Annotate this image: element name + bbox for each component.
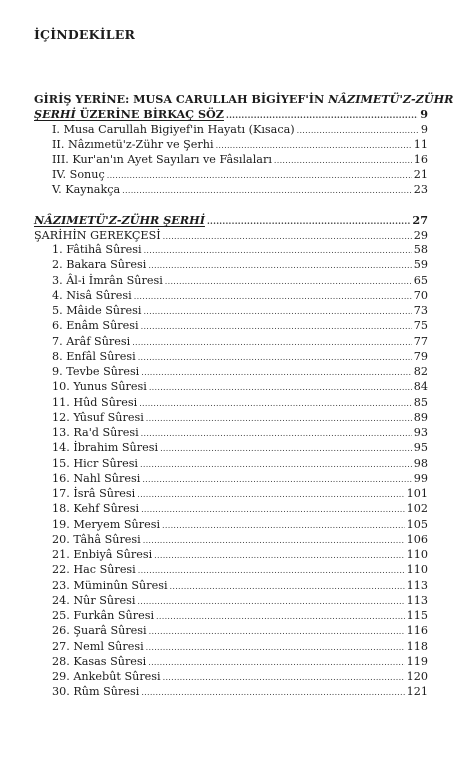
toc-entry[interactable] <box>52 137 428 152</box>
toc-page-number: 21 <box>413 168 428 182</box>
dot-leader <box>141 365 411 380</box>
toc-entry[interactable] <box>52 593 428 608</box>
dot-leader <box>132 335 412 350</box>
toc-entry-label: 28. Kasas Sûresi <box>52 654 147 668</box>
dot-leader <box>149 624 405 639</box>
toc-entry-label: 5. Mâide Sûresi <box>52 304 142 317</box>
toc-page-number: 11 <box>413 138 428 152</box>
dot-leader <box>141 319 412 334</box>
section2-title: NÂZIMETÜ'Z-ZÜHR ŞERHİ <box>34 213 205 227</box>
toc-entry[interactable] <box>52 379 428 394</box>
toc-page-number: 70 <box>413 288 428 302</box>
toc-entry[interactable] <box>52 562 428 577</box>
toc-page-number: 77 <box>413 334 428 348</box>
toc-entry[interactable] <box>52 532 428 547</box>
toc-entry[interactable] <box>52 547 428 562</box>
toc-entry[interactable] <box>52 654 428 669</box>
toc-page-number: 95 <box>413 441 428 455</box>
toc-page-number: 101 <box>406 487 428 500</box>
toc-page-number: 121 <box>406 685 428 699</box>
toc-entry-label: 19. Meryem Sûresi <box>52 517 161 531</box>
toc-entry-label: 4. Nisâ Sûresi <box>52 288 132 302</box>
toc-page-number: 110 <box>406 548 428 561</box>
toc-page-number: 113 <box>406 578 428 592</box>
dot-leader <box>139 396 412 411</box>
dot-leader <box>141 502 405 517</box>
toc-entry[interactable] <box>52 349 428 364</box>
toc-entry[interactable] <box>52 395 428 410</box>
dot-leader <box>137 487 404 502</box>
toc-entry-label: 17. İsrâ Sûresi <box>52 487 136 500</box>
toc-page-number: 113 <box>406 593 428 607</box>
toc-entry-label: 29. Ankebût Sûresi <box>52 670 161 683</box>
toc-page-number: 79 <box>413 349 428 363</box>
toc-entry-label: 3. Âl-i İmrân Sûresi <box>52 273 163 287</box>
intro-heading-serhi: ŞERHİ <box>34 107 76 121</box>
toc-entry-label: III. Kur'an'ın Ayet Sayıları ve Fâsılaları <box>52 153 272 167</box>
dot-leader <box>170 579 405 594</box>
toc-entry[interactable] <box>52 364 428 379</box>
toc-entry[interactable] <box>52 486 428 501</box>
toc-entry[interactable] <box>52 410 428 425</box>
toc-entry[interactable] <box>52 167 428 182</box>
intro-heading-italic: NÂZIMETÜ'Z-ZÜHR <box>328 92 454 106</box>
toc-entry[interactable] <box>52 288 428 303</box>
toc-page-number: 105 <box>406 517 428 531</box>
toc-page-number: 75 <box>413 319 428 333</box>
toc-entry[interactable] <box>52 334 428 349</box>
toc-entry-label: 2. Bakara Sûresi <box>52 258 147 272</box>
toc-entry-label: 7. Arâf Sûresi <box>52 334 131 348</box>
toc-page-number: 65 <box>413 273 428 287</box>
toc-entry-section2[interactable] <box>34 213 428 228</box>
dot-leader <box>142 472 411 487</box>
intro-heading-rest: ÜZERİNE BİRKAÇ SÖZ <box>75 107 224 121</box>
dot-leader <box>226 108 418 123</box>
dot-leader <box>156 609 405 624</box>
dot-leader <box>107 168 412 183</box>
toc-entry-label: 16. Nahl Sûresi <box>52 471 141 485</box>
dot-leader <box>162 518 405 533</box>
dot-leader <box>146 411 412 426</box>
dot-leader <box>144 243 412 258</box>
toc-entry-label: 13. Ra'd Sûresi <box>52 426 139 439</box>
toc-page-number: 58 <box>413 243 428 256</box>
toc-entry-label: 14. İbrahim Sûresi <box>52 441 159 455</box>
toc-page-number: 84 <box>413 380 428 394</box>
toc-page-number: 110 <box>406 563 428 577</box>
toc-entry[interactable] <box>52 471 428 486</box>
dot-leader <box>140 457 412 472</box>
toc-entry[interactable] <box>52 242 428 257</box>
toc-entry-label: IV. Sonuç <box>52 168 105 182</box>
toc-entry[interactable] <box>52 440 428 455</box>
toc-entry-label: 23. Müminûn Sûresi <box>52 578 168 592</box>
toc-entry-label: 25. Furkân Sûresi <box>52 609 155 622</box>
toc-entry-label: 1. Fâtihâ Sûresi <box>52 243 142 256</box>
toc-entry[interactable] <box>52 639 428 654</box>
dot-leader <box>274 153 412 168</box>
dot-leader <box>297 123 419 138</box>
toc-entry-intro[interactable] <box>34 107 428 122</box>
toc-entry[interactable] <box>52 456 428 471</box>
toc-entry-label: 21. Enbiyâ Sûresi <box>52 548 153 561</box>
toc-entry-label: 24. Nûr Sûresi <box>52 593 136 607</box>
toc-page-number: 9 <box>420 123 428 136</box>
dot-leader <box>141 685 404 700</box>
toc-page-number: 82 <box>413 365 428 378</box>
dot-leader <box>138 350 412 365</box>
dot-leader <box>138 563 405 578</box>
dot-leader <box>163 670 405 685</box>
dot-leader <box>207 214 410 229</box>
toc-entry-label: V. Kaynakça <box>52 183 121 197</box>
toc-entry-label: 11. Hûd Sûresi <box>52 395 138 409</box>
dot-leader <box>148 258 411 273</box>
toc-page-number: 119 <box>406 654 428 668</box>
intro-heading-prefix: GİRİŞ YERİNE: MUSA CARULLAH BİGİYEF'İN <box>34 92 329 106</box>
toc-entry-label: 18. Kehf Sûresi <box>52 502 140 516</box>
dot-leader <box>148 655 404 670</box>
toc-entry-label: 30. Rûm Sûresi <box>52 685 140 699</box>
dot-leader <box>137 594 404 609</box>
toc-entry[interactable] <box>52 122 428 137</box>
toc-entry-label: 22. Hac Sûresi <box>52 563 136 577</box>
toc-entry-label: 26. Şuarâ Sûresi <box>52 624 147 638</box>
toc-entry-sarihin[interactable] <box>34 228 428 243</box>
dot-leader <box>143 533 405 548</box>
toc-entry[interactable] <box>52 273 428 288</box>
intro-heading-line1[interactable] <box>34 92 453 107</box>
toc-entry-label: 8. Enfâl Sûresi <box>52 349 136 363</box>
toc-entry[interactable] <box>52 501 428 516</box>
toc-entry-label: 15. Hicr Sûresi <box>52 456 139 470</box>
dot-leader <box>149 380 412 395</box>
toc-entry[interactable] <box>52 578 428 593</box>
toc-page-number: 115 <box>406 609 428 622</box>
toc-entry-label: I. Musa Carullah Bigiyef'in Hayatı (Kısaca) <box>52 123 295 136</box>
toc-page-number: 116 <box>406 624 428 638</box>
dot-leader <box>216 138 412 153</box>
toc-entry[interactable] <box>52 182 428 197</box>
toc-page-number: 102 <box>406 502 428 516</box>
dot-leader <box>154 548 404 563</box>
toc-entry[interactable] <box>52 608 428 623</box>
toc-page-number: 59 <box>413 258 428 272</box>
dot-leader <box>143 304 411 319</box>
dot-leader <box>141 426 412 441</box>
toc-entry-label: 12. Yûsuf Sûresi <box>52 410 144 424</box>
toc-entry[interactable] <box>52 303 428 318</box>
toc-page-number: 93 <box>413 426 428 439</box>
dot-leader <box>165 274 412 289</box>
toc-entry-label: 20. Tâhâ Sûresi <box>52 532 141 546</box>
toc-entry[interactable] <box>52 517 428 532</box>
toc-entry[interactable] <box>52 425 428 440</box>
intro-heading-line2 <box>34 107 224 122</box>
toc-page-number: 85 <box>413 395 428 409</box>
toc-page-number: 27 <box>412 213 428 227</box>
toc-page-number: 98 <box>413 456 428 470</box>
toc-entry[interactable] <box>52 684 428 699</box>
toc-entry-label: 27. Neml Sûresi <box>52 639 144 653</box>
toc-entry-label: II. Nâzımetü'z-Zühr ve Şerhi <box>52 138 214 152</box>
toc-page-number: 9 <box>420 107 428 121</box>
dot-leader <box>122 183 412 198</box>
dot-leader <box>146 640 405 655</box>
toc-page-number: 106 <box>406 532 428 546</box>
toc-page-number: 29 <box>413 229 428 242</box>
toc-page-number: 120 <box>406 670 428 683</box>
toc-entry[interactable] <box>52 152 428 167</box>
toc-entry-label: 9. Tevbe Sûresi <box>52 365 140 378</box>
dot-leader <box>160 441 412 456</box>
toc-entry[interactable] <box>52 623 428 638</box>
page-title: İÇİNDEKİLER <box>34 27 136 42</box>
toc-page-number: 89 <box>413 410 428 424</box>
dot-leader <box>134 289 412 304</box>
toc-page-number: 16 <box>413 153 428 167</box>
toc-page-number: 118 <box>406 639 428 653</box>
toc-entry-label: 6. Enâm Sûresi <box>52 319 139 333</box>
sarihin-label: ŞARİHİN GEREKÇESİ <box>34 229 161 242</box>
toc-entry[interactable] <box>52 669 428 684</box>
toc-entry[interactable] <box>52 257 428 272</box>
toc-page-number: 99 <box>413 471 428 485</box>
toc-entry-label: 10. Yunus Sûresi <box>52 380 147 394</box>
toc-page-number: 23 <box>413 183 428 197</box>
toc-entry[interactable] <box>52 318 428 333</box>
toc-page-number: 73 <box>413 304 428 317</box>
